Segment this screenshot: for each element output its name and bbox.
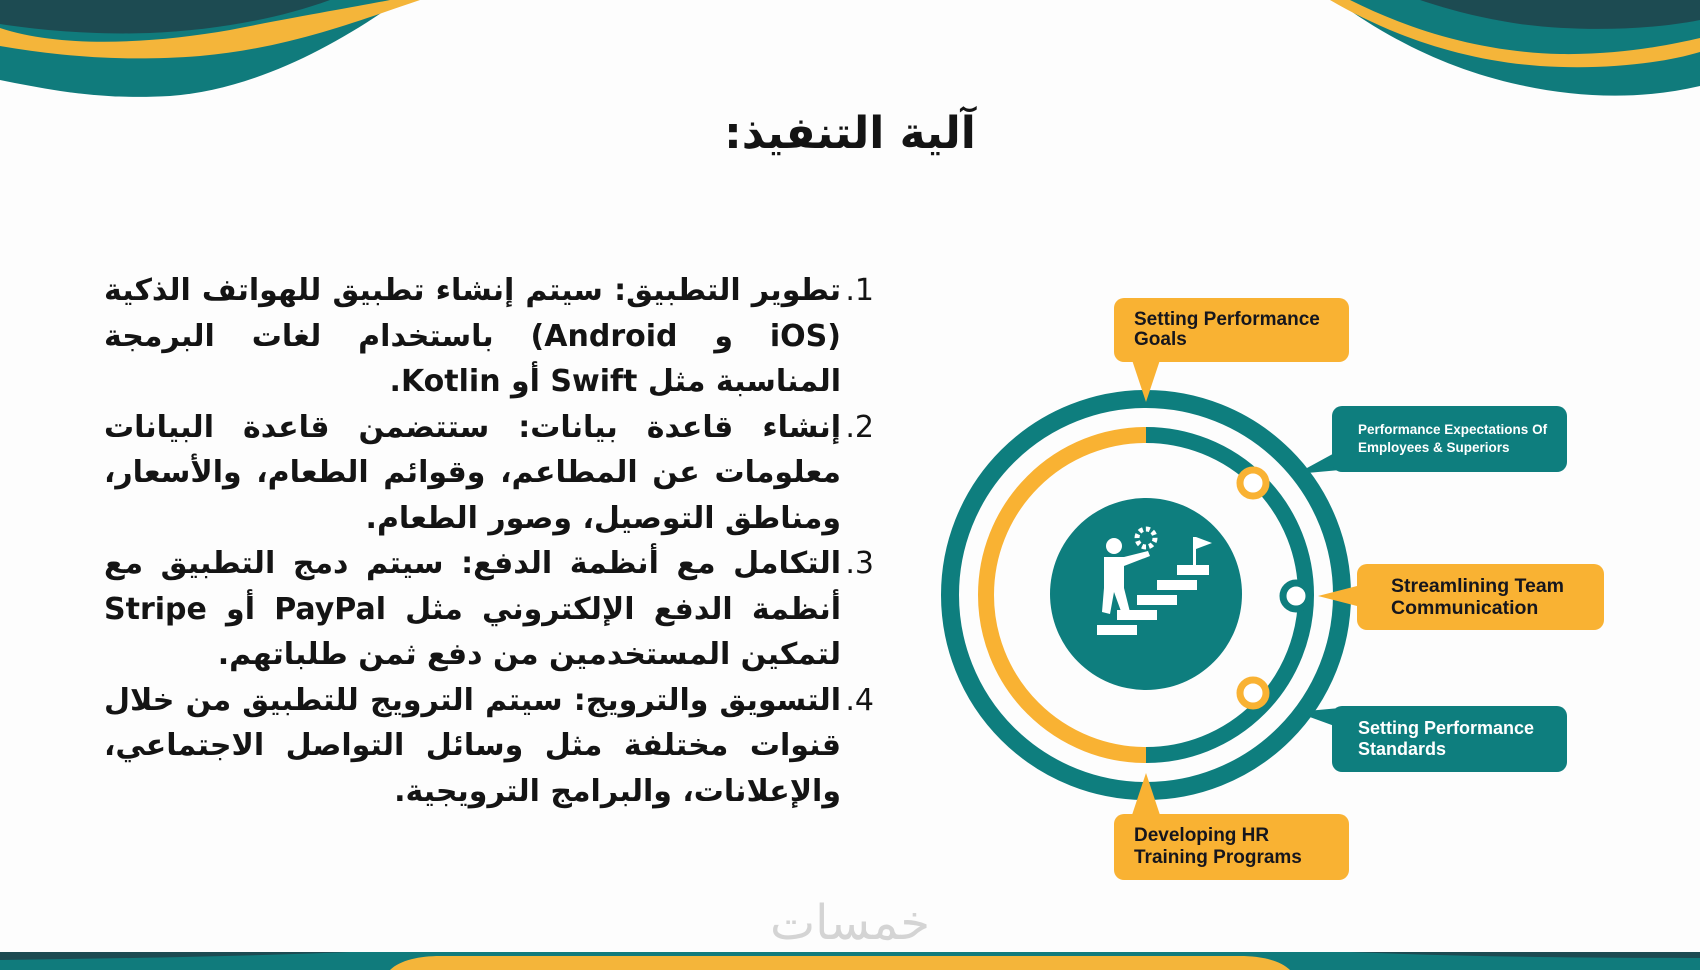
step-text: التكامل مع أنظمة الدفع: سيتم دمج التطبيق مع أنظمة الدفع الإلكتروني مثل PayPal أو Stripe لتمكين المستخدمين من دفع ثمن طلباتهم. <box>104 546 841 672</box>
step-number: 2. <box>845 409 874 445</box>
label-setting-performance-standards: Setting Performance Standards <box>1332 706 1567 772</box>
step-text: إنشاء قاعدة بيانات: ستتضمن قاعدة البيانات معلومات عن المطاعم، وقوائم الطعام، والأسعار، ومناطق التوصيل، وصور الطعام. <box>104 409 841 536</box>
label-streamlining-team-communication: Streamlining Team Communication <box>1357 564 1604 630</box>
step-number: 1. <box>845 273 874 308</box>
slide-title: آلية التنفيذ: <box>724 108 976 159</box>
connector-dot <box>1283 583 1309 609</box>
label-developing-hr-training-programs: Developing HR Training Programs <box>1114 814 1349 880</box>
step-number: 3. <box>845 546 874 581</box>
step-number: 4. <box>845 682 874 718</box>
step-text: تطوير التطبيق: سيتم إنشاء تطبيق للهواتف الذكية (iOS و Android) باستخدام لغات البرمجة المناسبة مثل Swift أو Kotlin. <box>104 273 841 399</box>
connector-dot <box>1240 470 1266 496</box>
label-setting-performance-goals: Setting Performance Goals <box>1114 298 1349 362</box>
step-text: التسويق والترويج: سيتم الترويج للتطبيق من خلال قنوات مختلفة مثل وسائل التواصل الاجتماعي، والإعلانات، والبرامج الترويجية. <box>104 682 841 809</box>
watermark-logo: خمسات <box>769 895 931 951</box>
connector-dot <box>1240 680 1266 706</box>
label-performance-expectations: Performance Expectations Of Employees & Superiors <box>1332 406 1567 472</box>
